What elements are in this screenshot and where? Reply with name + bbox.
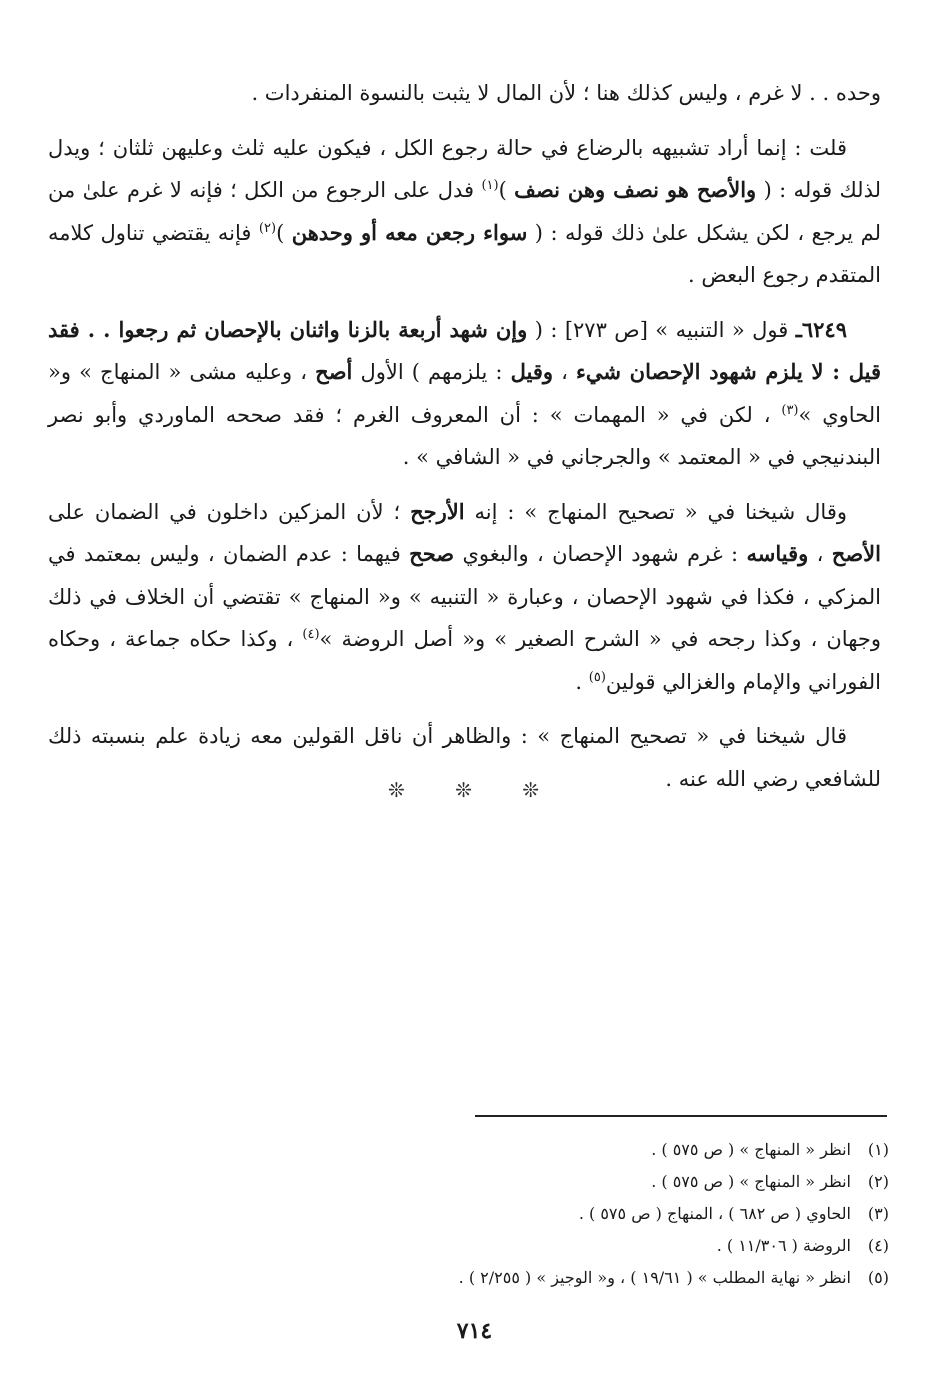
footnote-marker: (٢): [258, 220, 277, 236]
text-segment: وقال شيخنا في « تصحيح المنهاج » : إنه: [464, 499, 847, 524]
text-segment: : غرم شهود الإحصان ، والبغوي: [454, 542, 747, 566]
footnote-marker: (٣): [781, 402, 799, 418]
footnote-item: [189, 1166, 889, 1198]
footnote-text: انظر « نهاية المطلب » ( ١٩/٦١ ) ، و« الوجيز » ( ٢/٢٥٥ ) .: [458, 1268, 851, 1287]
bold-text: وإن شهد أربعة بالزنا واثنان بالإحصان ثم رجعوا . . فقد قيل : لا يلزم شهود الإحصان شيء: [48, 316, 881, 384]
footnote-marker: (٥): [588, 669, 606, 685]
footnotes: [189, 1134, 889, 1294]
bold-text: الأرجح: [410, 498, 465, 524]
footnote-number: (٥): [867, 1268, 889, 1287]
bold-text: سواء رجعن معه أو وحدهن: [291, 219, 528, 245]
footnote-number: (٣): [867, 1204, 889, 1223]
text-segment: ،: [808, 542, 832, 566]
text-segment: فدل على الرجوع من الكل ؛ فإنه لا غرم علىٰ من لم يرجع ، لكن يشكل علىٰ ذلك قوله : (: [48, 178, 881, 245]
text-segment: قال شيخنا في « تصحيح المنهاج » : والظاهر أن ناقل القولين معه زيادة علم بنسبته ذلك للشافعي رضي الله عنه .: [48, 724, 881, 791]
bold-text: وقياسه: [746, 541, 809, 566]
section-separator: ❊ ❊ ❊: [388, 778, 561, 802]
page-number: ٧١٤: [456, 1318, 493, 1344]
text-segment: ): [498, 178, 515, 202]
text-segment: ، وكذا حكاه جماعة ، وحكاه الفوراني والإمام والغزالي قولين: [48, 627, 881, 694]
text-segment: فإنه يقتضي تناول كلامه المتقدم رجوع البعض .: [48, 220, 881, 287]
footnote-number: (٢): [867, 1172, 889, 1191]
footnote-divider: [475, 1115, 887, 1117]
text-segment: ): [276, 220, 292, 245]
footnote-text: انظر « المنهاج » ( ص ٥٧٥ ) .: [651, 1172, 851, 1191]
bold-text: ٦٢٤٩ـ: [795, 316, 847, 342]
bold-text: أصح: [315, 359, 353, 384]
footnote-item: [189, 1262, 889, 1294]
text-segment: قول « التنبيه » [ص ٢٧٣] : (: [527, 317, 796, 342]
paragraph: [48, 127, 881, 297]
footnote-text: الروضة ( ١١/٣٠٦ ) .: [716, 1236, 851, 1255]
footnote-item: [189, 1198, 889, 1230]
bold-text: الأصح: [831, 541, 881, 566]
text-segment: قلت : إنما أراد تشبيهه بالرضاع في حالة رجوع الكل ، فيكون عليه ثلث وعليهن ثلثان ؛ ويدل لذلك قوله : (: [48, 135, 881, 202]
paragraph: [48, 309, 881, 479]
paragraph: [48, 72, 881, 115]
footnote-item: [189, 1230, 889, 1262]
text-segment: : يلزمهم ) الأول: [352, 360, 511, 384]
footnote-marker: (١): [481, 178, 499, 193]
footnote-text: انظر « المنهاج » ( ص ٥٧٥ ) .: [651, 1140, 851, 1159]
text-segment: ، وعليه مشى « المنهاج » و« الحاوي »: [48, 360, 881, 427]
bold-text: صحح: [409, 541, 455, 566]
footnote-text: الحاوي ( ص ٦٨٢ ) ، المنهاج ( ص ٥٧٥ ) .: [578, 1204, 851, 1223]
footnote-number: (١): [867, 1140, 889, 1159]
text-segment: فيهما : عدم الضمان ، وليس بمعتمد في المزكي ، فكذا في شهود الإحصان ، وعبارة « التنبيه » و« المنهاج » تقتضي أن الخلاف في ذلك وجهان ، وكذا رجحه في « الشرح الصغير » و« أصل الروضة »: [48, 542, 882, 651]
text-segment: ؛ لأن المزكين داخلون في الضمان على: [48, 499, 411, 524]
text-segment: ، لكن في « المهمات » : أن المعروف الغرم ؛ فقد صححه الماوردي وأبو نصر البندنيجي في « المعتمد » والجرجاني في « الشافي » .: [48, 402, 881, 469]
text-segment: ،: [553, 360, 576, 384]
bold-text: والأصح هو نصف وهن نصف: [514, 177, 757, 202]
footnote-item: [189, 1134, 889, 1166]
text-segment: .: [575, 669, 589, 694]
footnote-number: (٤): [867, 1236, 889, 1255]
text-segment: وحده . . لا غرم ، وليس كذلك هنا ؛ لأن المال لا يثبت بالنسوة المنفردات .: [251, 81, 881, 105]
bold-text: وقيل: [510, 359, 554, 384]
main-text: [48, 72, 881, 812]
paragraph: [48, 491, 881, 704]
footnote-marker: (٤): [302, 627, 320, 642]
